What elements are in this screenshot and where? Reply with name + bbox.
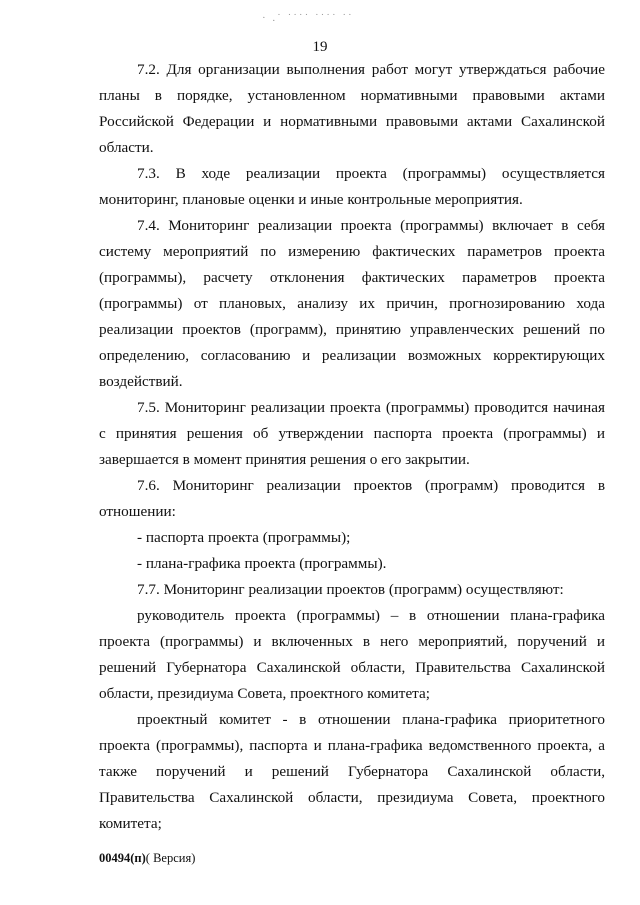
paragraph-7-4: 7.4. Мониторинг реализации проекта (программы) включает в себя систему мероприятий по измерению фактических параметров проекта (программы), расчету отклонения фактических параметров проекта (программы) от плановых, анализу их причин, прогнозированию хода реализации проектов (программ), принятию управленческих решений по определению, согласованию и реализации возможных корректирующих воздействий.: [99, 217, 605, 390]
document-code: 00494(п): [99, 851, 146, 865]
document-footer: [99, 850, 195, 866]
list-item-schedule: - плана-графика проекта (программы).: [137, 555, 387, 572]
scan-stamp-artifact: · .˙ ˙˙˙˙ ˙˙˙˙ ˙˙: [262, 12, 354, 24]
document-body: [99, 57, 605, 837]
paragraph-7-3: 7.3. В ходе реализации проекта (программы) осуществляется мониторинг, плановые оценки и иные контрольные мероприятия.: [99, 165, 605, 208]
page-number: 19: [312, 39, 328, 55]
paragraph-7-6: 7.6. Мониторинг реализации проектов (программ) проводится в отношении:: [99, 477, 605, 520]
paragraph-7-2: 7.2. Для организации выполнения работ могут утверждаться рабочие планы в порядке, установленном нормативными правовыми актами Российской Федерации и нормативными правовыми актами Сахалинской области.: [99, 61, 605, 156]
paragraph-project-committee: проектный комитет - в отношении плана-графика приоритетного проекта (программы), паспорта и плана-графика ведомственного проекта, а также поручений и решений Губернатора Сахалинской области, Правительства Сахалинской области, президиума Совета, проектного комитета;: [99, 711, 605, 832]
list-item-passport: - паспорта проекта (программы);: [137, 529, 351, 546]
version-label: ( Версия): [145, 851, 196, 865]
paragraph-7-7: 7.7. Мониторинг реализации проектов (программ) осуществляют:: [137, 581, 564, 598]
paragraph-project-manager: руководитель проекта (программы) – в отношении плана-графика проекта (программы) и включенных в него мероприятий, поручений и решений Губернатора Сахалинской области, Правительства Сахалинской области, президиума Совета, проектного комитета;: [99, 607, 605, 702]
paragraph-7-5: 7.5. Мониторинг реализации проекта (программы) проводится начиная с принятия решения об утверждении паспорта проекта (программы) и завершается в момент принятия решения о его закрытии.: [99, 399, 605, 468]
